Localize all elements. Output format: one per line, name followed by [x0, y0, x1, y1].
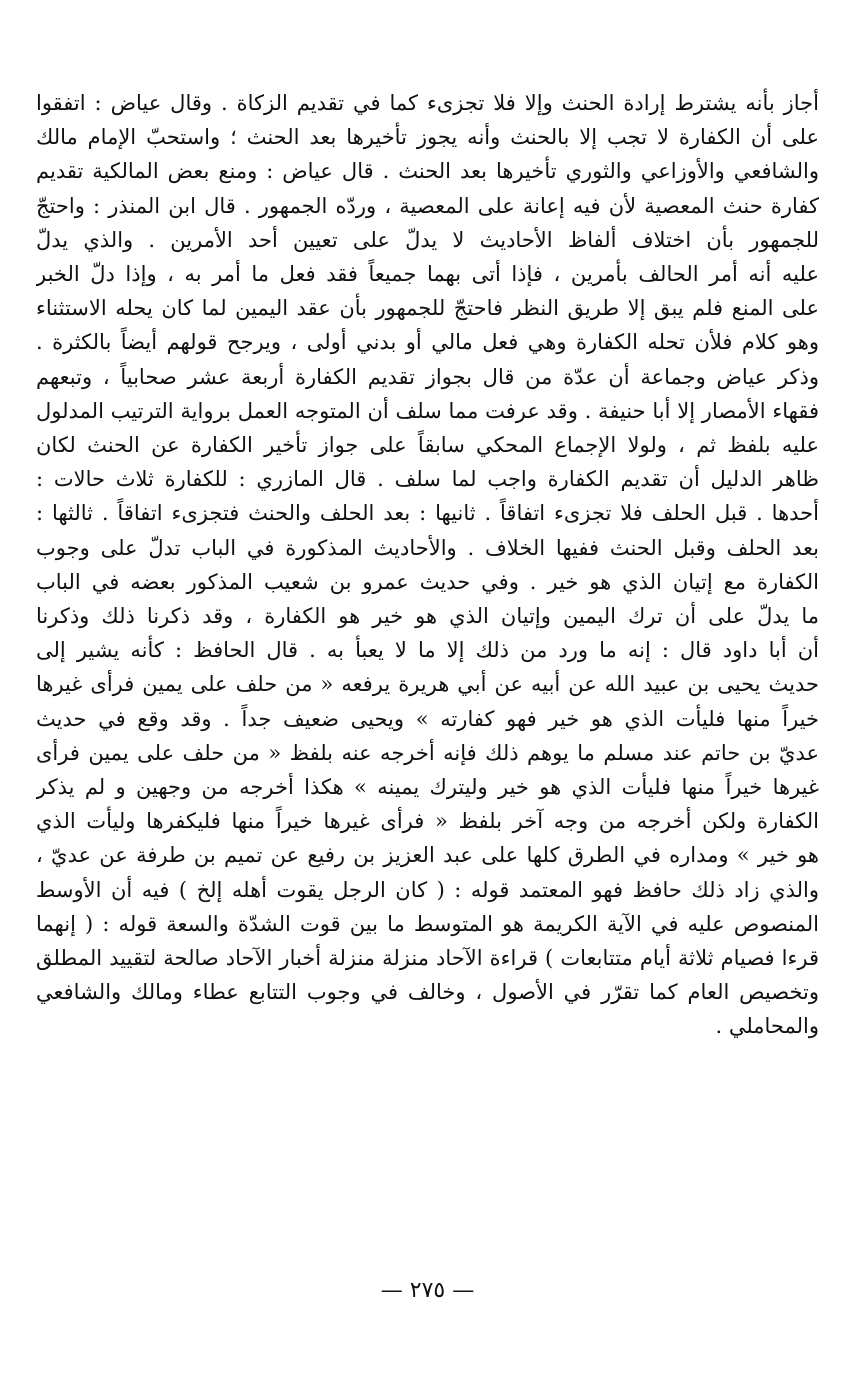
text-line: الكفارة ولكن أخرجه من وجه آخر بلفظ « فرأى غيرها خيراً منها فليكفرها وليأت الذي — [36, 809, 819, 834]
text-line: بعد الحلف وقبل الحنث ففيها الخلاف . والأحاديث المذكورة في الباب تدلّ على وجوب — [36, 535, 819, 560]
text-line: قرءا فصيام ثلاثة أيام متتابعات ) قراءة الآحاد منزلة منزلة أخبار الآحاد صالحة لتقييد المطلق — [36, 946, 819, 971]
text-line: على أن الكفارة لا تجب إلا بالحنث وأنه يجوز تأخيرها بعد الحنث ؛ واستحبّ الإمام مالك — [36, 125, 819, 150]
text-line: ظاهر الدليل أن تقديم الكفارة واجب لما سلف . قال المازري : للكفارة ثلاث حالات : — [36, 467, 819, 492]
text-line: أحدها . قبل الحلف فلا تجزىء اتفاقاً . ثانيها : بعد الحلف والحنث فتجزىء اتفاقاً . ثالثها : — [36, 501, 819, 526]
text-line: وتخصيص العام كما تقرّر في الأصول ، وخالف في وجوب التتابع عطاء ومالك والشافعي — [36, 980, 819, 1005]
page-body-text — [36, 86, 819, 1044]
text-line: عليه أنه أمر الحالف بأمرين ، فإذا أتى بهما جميعاً فقد فعل ما أمر به ، وإذا دلّ الخبر — [36, 262, 819, 287]
text-line: عليه بلفظ ثم ، ولولا الإجماع المحكي سابقاً على جواز تأخير الكفارة عن الحنث لكان — [36, 433, 819, 458]
text-line: والذي زاد ذلك حافظ فهو المعتمد قوله : ( كان الرجل يقوت أهله إلخ ) فيه أن الأوسط — [36, 877, 819, 902]
text-line: المنصوص عليه في الآية الكريمة هو المتوسط ما بين قوت الشدّة والسعة قوله : ( إنهما — [36, 911, 819, 936]
text-line: أجاز بأنه يشترط إرادة الحنث وإلا فلا تجزىء كما في تقديم الزكاة . وقال عياض : اتفقوا — [36, 91, 819, 115]
text-line: هو خير » ومداره في الطرق كلها على عبد العزيز بن رفيع عن تميم بن طرفة عن عديّ ، — [36, 843, 819, 868]
text-line: كفارة حنث المعصية لأن فيه إعانة على المعصية ، وردّه الجمهور . قال ابن المنذر : واحتجّ — [36, 193, 819, 218]
text-line: الكفارة مع إتيان الذي هو خير . وفي حديث عمرو بن شعيب المذكور بعضه في الباب — [36, 569, 819, 594]
text-line: فقهاء الأمصار إلا أبا حنيفة . وقد عرفت مما سلف أن المتوجه العمل برواية الترتيب المدلول — [36, 398, 819, 423]
text-line: للجمهور بأن اختلاف ألفاظ الأحاديث لا يدلّ على تعيين أحد الأمرين . والذي يدلّ — [36, 227, 819, 252]
text-line: أن أبا داود قال : إنه ما ورد من ذلك إلا ما لا يعبأ به . قال الحافظ : كأنه يشير إلى — [36, 638, 819, 663]
text-line: عديّ بن حاتم عند مسلم ما يوهم ذلك فإنه أخرجه عنه بلفظ « من حلف على يمين فرأى — [36, 740, 819, 765]
text-line: ما يدلّ على أن ترك اليمين وإتيان الذي هو خير هو الكفارة ، وقد ذكرنا ذلك وذكرنا — [36, 604, 819, 629]
text-line: والمحاملي . — [715, 1014, 819, 1039]
text-line: وهو كلام فلأن تحله الكفارة وهي فعل مالي أو بدني أولى ، ويرجح قولهم أيضاً بالكثرة . — [36, 330, 819, 355]
text-line: وذكر عياض وجماعة أن عدّة من قال بجواز تقديم الكفارة أربعة عشر صحابياً ، وتبعهم — [36, 364, 819, 389]
text-line: حديث يحيى بن عبيد الله عن أبيه عن أبي هريرة يرفعه « من حلف على يمين فرأى غيرها — [36, 672, 819, 697]
text-line: غيرها خيراً منها فليأت الذي هو خير وليترك يمينه » هكذا أخرجه من وجهين و لم يذكر — [36, 775, 819, 800]
text-line: خيراً منها فليأت الذي هو خير فهو كفارته » ويحيى ضعيف جداً . وقد وقع في حديث — [36, 706, 819, 731]
text-line: على المنع فلم يبق إلا طريق النظر فاحتجّ للجمهور بأن عقد اليمين لما كان يحله الاستثناء — [36, 296, 819, 321]
text-line: والشافعي والأوزاعي والثوري تأخيرها بعد الحنث . قال عياض : ومنع بعض المالكية تقديم — [36, 159, 819, 184]
page-number: — ٢٧٥ — — [380, 1278, 475, 1303]
